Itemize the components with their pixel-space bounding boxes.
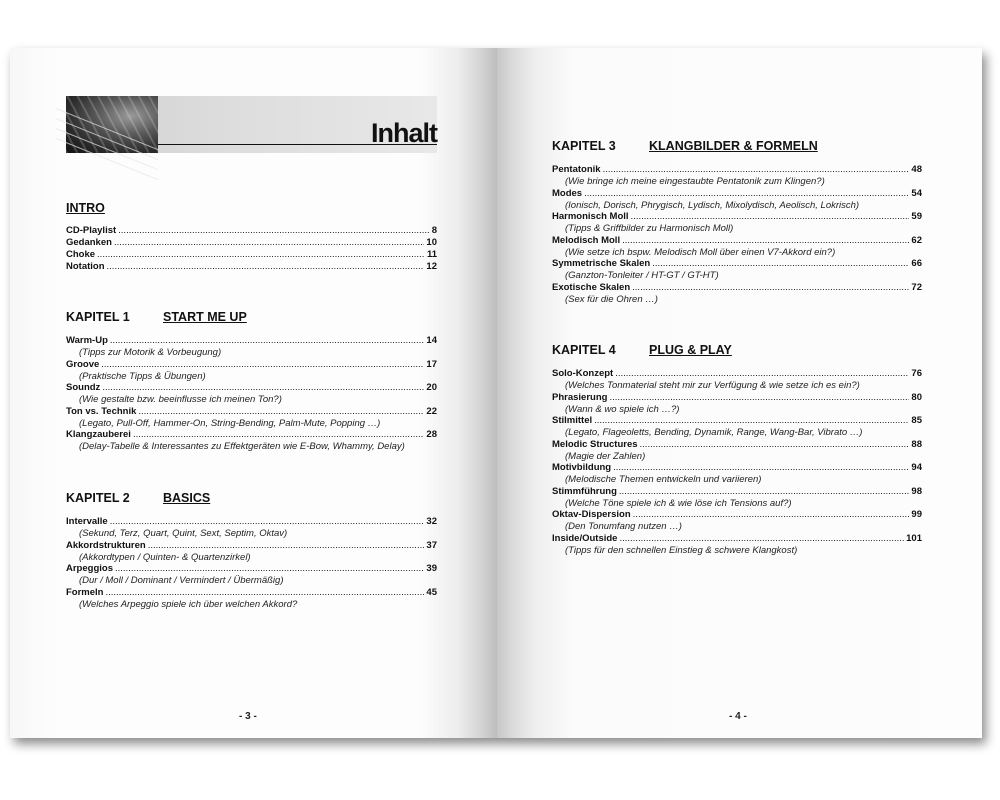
- dot-leader: [110, 335, 425, 347]
- toc-entry-subtitle: (Wie gestalte bzw. beeinflusse ich meinen Ton?): [79, 394, 282, 405]
- toc-entry[interactable]: [552, 392, 922, 404]
- toc-entry-subtitle: (Sekund, Terz, Quart, Quint, Sext, Septim, Oktav): [79, 528, 288, 539]
- dot-leader: [633, 509, 910, 521]
- toc-entry-page: 39: [426, 563, 437, 574]
- dot-leader: [97, 249, 425, 261]
- toc-entry[interactable]: [552, 188, 922, 200]
- toc-entry-subtitle: (Dur / Moll / Dominant / Vermindert / Übermäßig): [79, 575, 284, 586]
- dot-leader: [133, 429, 424, 441]
- toc-entry-page: 66: [911, 258, 922, 269]
- toc-entry-title: Solo-Konzept: [552, 368, 614, 379]
- toc-entry-subtitle: (Tipps für den schnellen Einstieg & schwere Klangkost): [565, 544, 798, 556]
- toc-section-kapitel-2: [66, 516, 437, 610]
- toc-entry[interactable]: [552, 415, 922, 427]
- dot-leader: [622, 235, 909, 247]
- toc-entry-page: 80: [911, 391, 922, 403]
- toc-entry[interactable]: [552, 164, 922, 176]
- toc-entry-title: CD-Playlist: [66, 225, 117, 236]
- page-title: Inhalt: [371, 118, 437, 148]
- toc-entry[interactable]: [552, 282, 922, 294]
- section-title-label: BASICS: [163, 491, 211, 505]
- dot-leader: [631, 211, 910, 223]
- dot-leader: [613, 462, 909, 474]
- toc-entry-title: Klangzauberei: [66, 429, 131, 440]
- toc-entry-title: Harmonisch Moll: [552, 211, 629, 222]
- toc-entry-title: Oktav-Dispersion: [552, 509, 631, 520]
- toc-entry-page: 11: [426, 249, 437, 260]
- toc-entry[interactable]: [552, 509, 922, 521]
- toc-section-kapitel-1: [66, 335, 437, 453]
- toc-entry-page: 12: [426, 261, 437, 272]
- dot-leader: [138, 406, 424, 418]
- toc-entry[interactable]: [66, 406, 437, 418]
- toc-entry-subtitle: (Melodische Themen entwickeln und variieren): [565, 474, 762, 485]
- toc-entry[interactable]: [66, 516, 437, 528]
- toc-entry-page: 28: [426, 429, 437, 440]
- guitar-photo-image: [66, 96, 158, 153]
- toc-entry[interactable]: [66, 563, 437, 575]
- toc-entry-page: 72: [911, 281, 922, 293]
- toc-entry-page: 45: [426, 586, 437, 598]
- toc-entry-title: Akkordstrukturen: [66, 539, 146, 551]
- toc-section-intro: [66, 225, 437, 273]
- toc-entry[interactable]: [66, 540, 437, 552]
- toc-entry-subtitle: (Delay-Tabelle & Interessantes zu Effektgeräten wie E-Bow, Whammy, Delay): [79, 441, 405, 452]
- dot-leader: [594, 415, 909, 427]
- toc-entry[interactable]: [66, 225, 437, 237]
- toc-entry-subtitle: (Den Tonumfang nutzen …): [565, 521, 682, 532]
- toc-entry-subtitle: (Welche Töne spiele ich & wie löse ich Tensions auf?): [565, 497, 792, 509]
- section-title-label: PLUG & PLAY: [649, 343, 732, 357]
- section-number: KAPITEL 2: [66, 491, 130, 505]
- toc-entry-page: 101: [906, 532, 922, 544]
- toc-entry[interactable]: [552, 211, 922, 223]
- section-title-label: KLANGBILDER & FORMELN: [649, 139, 818, 153]
- toc-entry-subtitle: (Magie der Zahlen): [565, 450, 646, 462]
- toc-entry-subtitle: (Praktische Tipps & Übungen): [79, 370, 206, 382]
- open-book: [10, 48, 982, 738]
- toc-entry-subtitle: (Legato, Flageoletts, Bending, Dynamik, Range, Wang-Bar, Vibrato …): [565, 427, 863, 438]
- toc-entry[interactable]: [552, 368, 922, 380]
- toc-entry[interactable]: [552, 258, 922, 270]
- toc-entry[interactable]: [66, 249, 437, 261]
- toc-entry-page: 14: [426, 335, 437, 346]
- section-number: KAPITEL 1: [66, 310, 130, 324]
- toc-entry-title: Stilmittel: [552, 415, 593, 426]
- toc-entry[interactable]: [66, 382, 437, 394]
- toc-entry-subtitle: (Sex für die Ohren …): [565, 293, 658, 305]
- toc-entry[interactable]: [552, 486, 922, 498]
- toc-entry-page: 76: [911, 368, 922, 379]
- dot-leader: [619, 486, 910, 498]
- toc-entry-page: 17: [426, 358, 437, 370]
- toc-entry-subtitle: (Welches Arpeggio spiele ich über welchen Akkord?: [79, 598, 298, 610]
- right-page: [497, 48, 982, 738]
- toc-entry-page: 10: [426, 237, 437, 248]
- dot-leader: [110, 516, 425, 528]
- dot-leader: [603, 164, 910, 176]
- toc-entry-title: Notation: [66, 261, 105, 272]
- toc-entry-title: Formeln: [66, 586, 104, 598]
- toc-entry-subtitle: (Tipps & Griffbilder zu Harmonisch Moll): [565, 223, 734, 234]
- toc-entry-subtitle: (Ionisch, Dorisch, Phrygisch, Lydisch, Mixolydisch, Aeolisch, Lokrisch): [565, 199, 860, 211]
- toc-entry-title: Phrasierung: [552, 391, 608, 403]
- toc-entry-subtitle: (Welches Tonmaterial steht mir zur Verfügung & wie setze ich es ein?): [565, 380, 860, 391]
- toc-entry[interactable]: [66, 429, 437, 441]
- toc-entry-title: Melodisch Moll: [552, 234, 621, 246]
- toc-entry-title: Exotische Skalen: [552, 281, 631, 293]
- toc-entry[interactable]: [552, 462, 922, 474]
- section-title-intro: [66, 201, 105, 215]
- toc-section-kapitel-3: [552, 164, 922, 305]
- toc-entry-page: 54: [911, 187, 922, 199]
- toc-entry[interactable]: [66, 237, 437, 249]
- toc-entry-title: Arpeggios: [66, 563, 113, 574]
- dot-leader: [114, 237, 424, 249]
- dot-leader: [640, 439, 910, 451]
- toc-entry-title: Modes: [552, 187, 583, 199]
- toc-entry-page: 59: [911, 211, 922, 222]
- toc-entry-subtitle: (Wie setze ich bspw. Melodisch Moll über einen V7-Akkord ein?): [565, 246, 836, 258]
- toc-entry[interactable]: [66, 587, 437, 599]
- section-title-kapitel-1: [66, 310, 247, 324]
- toc-entry[interactable]: [552, 533, 922, 545]
- toc-entry-page: 48: [911, 164, 922, 175]
- dot-leader: [609, 392, 909, 404]
- toc-entry-title: Soundz: [66, 382, 101, 393]
- toc-entry-subtitle: (Tipps zur Motorik & Vorbeugung): [79, 347, 222, 358]
- section-title-kapitel-4: [552, 343, 732, 357]
- toc-entry-page: 32: [426, 516, 437, 527]
- dot-leader: [107, 261, 425, 273]
- dot-leader: [102, 382, 424, 394]
- toc-entry-subtitle: (Wie bringe ich meine eingestaubte Pentatonik zum Klingen?): [565, 176, 825, 187]
- toc-entry-page: 8: [431, 225, 437, 236]
- section-title-kapitel-3: [552, 139, 818, 153]
- dot-leader: [619, 533, 904, 545]
- toc-entry[interactable]: [66, 261, 437, 273]
- toc-entry-title: Ton vs. Technik: [66, 405, 137, 417]
- toc-entry-page: 37: [426, 539, 437, 551]
- dot-leader: [148, 540, 425, 552]
- dot-leader: [118, 225, 430, 237]
- dot-leader: [615, 368, 909, 380]
- toc-entry-page: 85: [911, 415, 922, 426]
- toc-entry-page: 99: [911, 509, 922, 520]
- toc-entry[interactable]: [66, 335, 437, 347]
- toc-entry-title: Groove: [66, 358, 100, 370]
- toc-entry-title: Gedanken: [66, 237, 112, 248]
- toc-section-kapitel-4: [552, 368, 922, 556]
- page-number: - 4 -: [729, 711, 747, 722]
- dot-leader: [101, 359, 424, 371]
- toc-entry-title: Intervalle: [66, 516, 108, 527]
- toc-entry-page: 94: [911, 462, 922, 473]
- toc-entry-title: Symmetrische Skalen: [552, 258, 651, 269]
- toc-entry-subtitle: (Akkordtypen / Quinten- & Quartenzirkel): [79, 551, 251, 563]
- toc-entry-title: Warm-Up: [66, 335, 108, 346]
- toc-entry-page: 20: [426, 382, 437, 393]
- page-number: - 3 -: [239, 711, 257, 722]
- dot-leader: [105, 587, 424, 599]
- section-number: KAPITEL 3: [552, 139, 616, 153]
- toc-entry-subtitle: (Wann & wo spiele ich …?): [565, 403, 680, 415]
- toc-entry-title: Motivbildung: [552, 462, 612, 473]
- toc-entry-title: Choke: [66, 249, 96, 260]
- toc-entry-subtitle: (Ganzton-Tonleiter / HT-GT / GT-HT): [565, 270, 719, 281]
- toc-entry-page: 88: [911, 438, 922, 450]
- toc-entry-subtitle: (Legato, Pull-Off, Hammer-On, String-Bending, Palm-Mute, Popping …): [79, 417, 381, 429]
- dot-leader: [632, 282, 909, 294]
- toc-entry-page: 62: [911, 234, 922, 246]
- toc-entry[interactable]: [66, 359, 437, 371]
- toc-entry[interactable]: [552, 439, 922, 451]
- toc-entry-page: 22: [426, 405, 437, 417]
- toc-entry[interactable]: [552, 235, 922, 247]
- section-title-kapitel-2: [66, 491, 210, 505]
- toc-entry-page: 98: [911, 485, 922, 497]
- dot-leader: [584, 188, 909, 200]
- section-title-label: START ME UP: [163, 310, 247, 324]
- section-title-label: INTRO: [66, 201, 105, 215]
- dot-leader: [652, 258, 909, 270]
- toc-entry-title: Inside/Outside: [552, 532, 618, 544]
- toc-entry-title: Stimmführung: [552, 485, 617, 497]
- toc-entry-title: Melodic Structures: [552, 438, 638, 450]
- section-number: KAPITEL 4: [552, 343, 616, 357]
- dot-leader: [115, 563, 424, 575]
- toc-entry-title: Pentatonik: [552, 164, 601, 175]
- left-page: [10, 48, 497, 738]
